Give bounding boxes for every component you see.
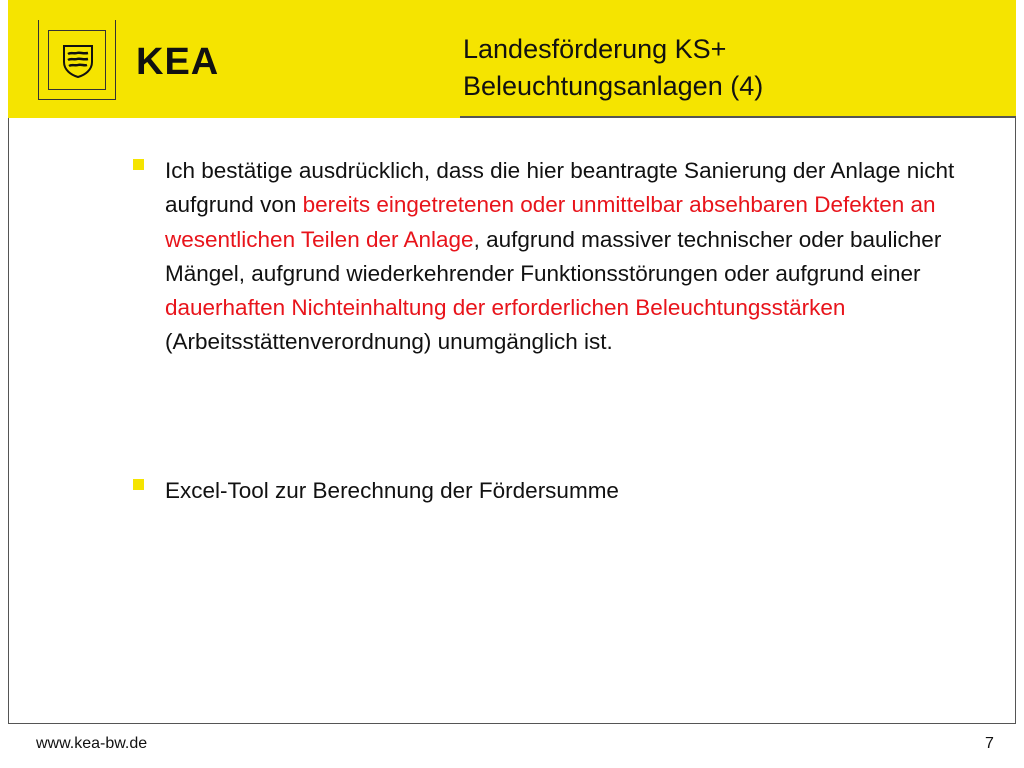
- bullet-text-segment: , aufgrund massiver technischer oder baulicher Mängel, aufgrund wiederkehrender Funktionsstörungen oder aufgrund einer: [165, 226, 942, 286]
- coat-of-arms-icon: [62, 44, 94, 78]
- content-frame: [8, 118, 1016, 724]
- slide-title: [463, 31, 763, 105]
- bullet-text-segment: (Arbeitsstättenverordnung) unumgänglich ist.: [165, 329, 613, 355]
- brand-logo-text: KEA: [136, 41, 220, 83]
- page-number: 7: [985, 735, 994, 752]
- square-bullet-icon: [133, 159, 144, 170]
- highlighted-text: bereits eingetretenen oder unmittelbar absehbaren Defekten an wesentlichen Teilen der Anlage: [165, 192, 936, 252]
- bullet-text: [165, 474, 975, 508]
- slide-title-line-2: Beleuchtungsanlagen (4): [463, 71, 764, 101]
- highlighted-text: dauerhaften Nichteinhaltung der erforderlichen Beleuchtungsstärken: [165, 295, 846, 321]
- bullet-text-segment: Excel-Tool zur Berechnung der Fördersumme: [165, 478, 619, 503]
- bullet-text: [165, 154, 975, 360]
- square-bullet-icon: [133, 479, 144, 490]
- slide-title-line-1: Landesförderung KS+: [463, 34, 727, 64]
- footer-url: www.kea-bw.de: [36, 735, 148, 752]
- bullet-text-segment: Ich bestätige ausdrücklich, dass die hier beantragte Sanierung der Anlage nicht aufgrund von: [165, 158, 955, 218]
